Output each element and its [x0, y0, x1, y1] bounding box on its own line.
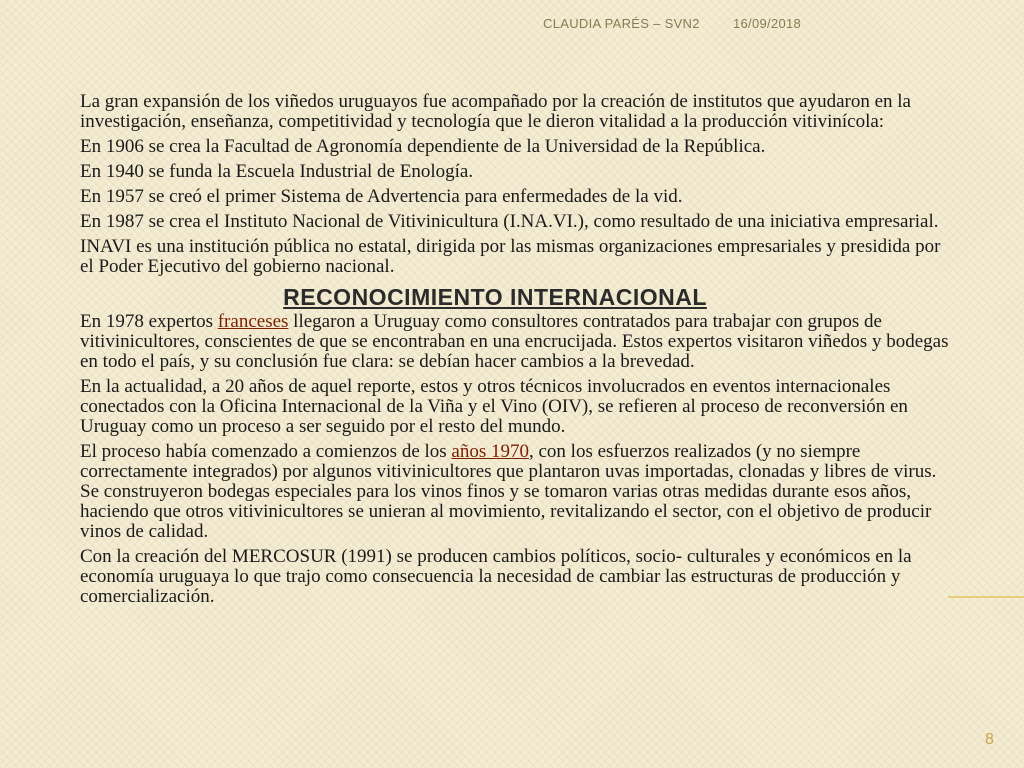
footer-date: 16/09/2018 [733, 16, 802, 31]
paragraph-1978-start: En 1978 expertos [80, 311, 218, 332]
paragraph-mercosur: Con la creación del MERCOSUR (1991) se producen cambios políticos, socio- culturales y económicos en la economía uruguaya lo que trajo como consecuencia la necesidad de cambiar las estructuras de producción y comercialización. [80, 546, 912, 607]
fact-1940: En 1940 se funda la Escuela Industrial de Enología. [80, 161, 474, 182]
anos-1970-link[interactable]: años 1970 [451, 441, 529, 462]
fact-1987: En 1987 se crea el Instituto Nacional de Vitivinicultura (I.NA.VI.), como resultado de una iniciativa empresarial. [80, 211, 939, 232]
paragraph-proceso-start: El proceso había comenzado a comienzos de los [80, 441, 452, 462]
section-heading: RECONOCIMIENTO INTERNACIONAL [283, 284, 707, 310]
inavi-paragraph: INAVI es una institución pública no estatal, dirigida por las mismas organizaciones empresariales y presidida por el Poder Ejecutivo del gobierno nacional. [80, 236, 941, 277]
franceses-link[interactable]: franceses [217, 311, 289, 332]
paragraph-proceso-end: , con los esfuerzos realizados (y no siempre correctamente integrados) por algunos vitivinicultores que plantaron uvas importadas, clonadas y libres de virus. Se construyeron bodegas especiales para los vinos finos y se tomaron varias otras medidas durante esos años, haciendo que otros vitivinicultores se unieran al movimiento, revitalizando el sector, con el objetivo de producir vinos de calidad. [80, 441, 937, 542]
footer-author: CLAUDIA PARÉS – SVN2 [543, 16, 700, 31]
decorative-line [948, 596, 1024, 598]
paragraph-1978-end: llegaron a Uruguay como consultores contratados para trabajar con grupos de vitivinicultores, conscientes de que se encontraban en una encrucijada. Estos expertos visitaron viñedos y bodegas en todo el país, y su conclusión fue clara: se debían hacer cambios a la brevedad. [80, 311, 949, 372]
intro-paragraph: La gran expansión de los viñedos uruguayos fue acompañado por la creación de institutos que ayudaron en la investigación, enseñanza, competitividad y tecnología que le dieron vitalidad a la producción vitivinícola: [80, 91, 911, 132]
slide-content [80, 92, 950, 612]
page-number: 8 [985, 731, 994, 748]
fact-1906: En 1906 se crea la Facultad de Agronomía dependiente de la Universidad de la República. [80, 136, 766, 157]
paragraph-1978 [80, 312, 950, 372]
paragraph-actualidad: En la actualidad, a 20 años de aquel reporte, estos y otros técnicos involucrados en eventos internacionales conectados con la Oficina Internacional de la Viña y el Vino (OIV), se refieren al proceso de reconversión en Uruguay como un proceso a ser seguido por el resto del mundo. [80, 376, 908, 437]
paragraph-proceso [80, 442, 950, 542]
fact-1957: En 1957 se creó el primer Sistema de Advertencia para enfermedades de la vid. [80, 186, 683, 207]
